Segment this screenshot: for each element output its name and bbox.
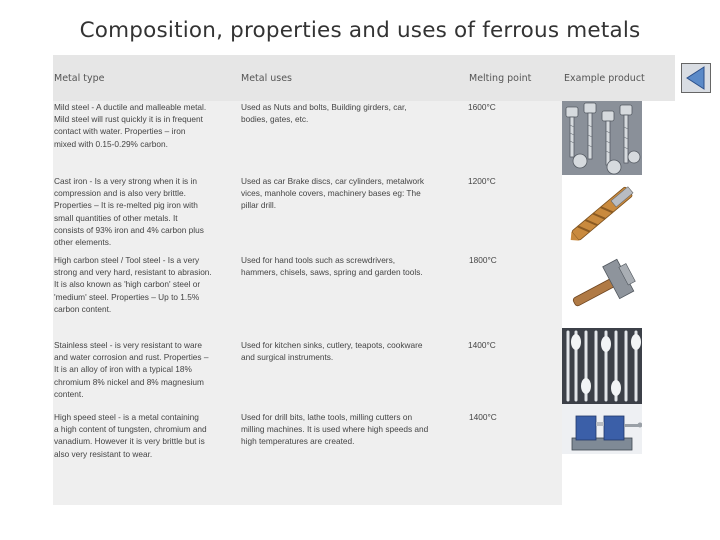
melting-point-cell: 1200°C <box>468 176 496 186</box>
metal-uses-cell: Used as car Brake discs, car cylinders, metalwork vices, manhole covers, machinery bases eg: The pillar drill. <box>241 176 425 211</box>
cutlery-photo <box>562 328 642 404</box>
melting-point-cell: 1400°C <box>468 340 496 350</box>
header-metal-type: Metal type <box>54 73 105 84</box>
header-example-product: Example product <box>564 73 645 84</box>
page-title: Composition, properties and uses of ferrous metals <box>79 18 641 43</box>
metal-uses-cell: Used as Nuts and bolts, Building girders, car, bodies, gates, etc. <box>241 102 407 125</box>
metal-uses-cell: Used for drill bits, lathe tools, milling cutters on milling machines. It is used where high speeds and high temperatures are created. <box>241 412 429 447</box>
metal-uses-cell: Used for kitchen sinks, cutlery, teapots, cookware and surgical instruments. <box>241 340 423 363</box>
header-metal-uses: Metal uses <box>241 73 293 84</box>
melting-point-cell: 1600°C <box>468 102 496 112</box>
triangle-left-icon <box>682 64 710 92</box>
hammer-photo <box>562 254 642 328</box>
metal-uses-cell: Used for hand tools such as screwdrivers, hammers, chisels, saws, spring and garden tools. <box>241 255 423 278</box>
metal-type-cell: High speed steel - is a metal containing a high content of tungsten, chromium and vanadium. However it is very brittle but is also very resistant to wear. <box>54 412 207 459</box>
drill-bit-photo <box>562 175 642 254</box>
header-melting-point: Melting point <box>469 73 532 84</box>
metal-type-cell: Mild steel - A ductile and malleable metal. Mild steel will rust quickly it is in frequent contact with water. Properties – iron mixed with 0.15-0.29% carbon. <box>54 102 207 149</box>
metal-type-cell: Cast iron - Is a very strong when it is in compression and is also very brittle. Properties – It is re-melted pig iron with small quantities of other metals. It consists of 93% iron and 4% carbon plus other elements. <box>54 176 204 248</box>
metal-type-cell: Stainless steel - is very resistant to ware and water corrosion and rust. Properties – It is an alloy of iron with a typical 18% chromium 8% nickel and 8% magnesium content. <box>54 340 209 399</box>
vice-photo <box>562 404 642 454</box>
melting-point-cell: 1800°C <box>469 255 497 265</box>
bolts-photo <box>562 101 642 175</box>
melting-point-cell: 1400°C <box>469 412 497 422</box>
back-button[interactable] <box>681 63 711 93</box>
metal-type-cell: High carbon steel / Tool steel - Is a very strong and very hard, resistant to abrasion. It is also known as 'high carbon' steel or 'medium' steel. Properties – Up to 1.5% carbon content. <box>54 255 212 314</box>
